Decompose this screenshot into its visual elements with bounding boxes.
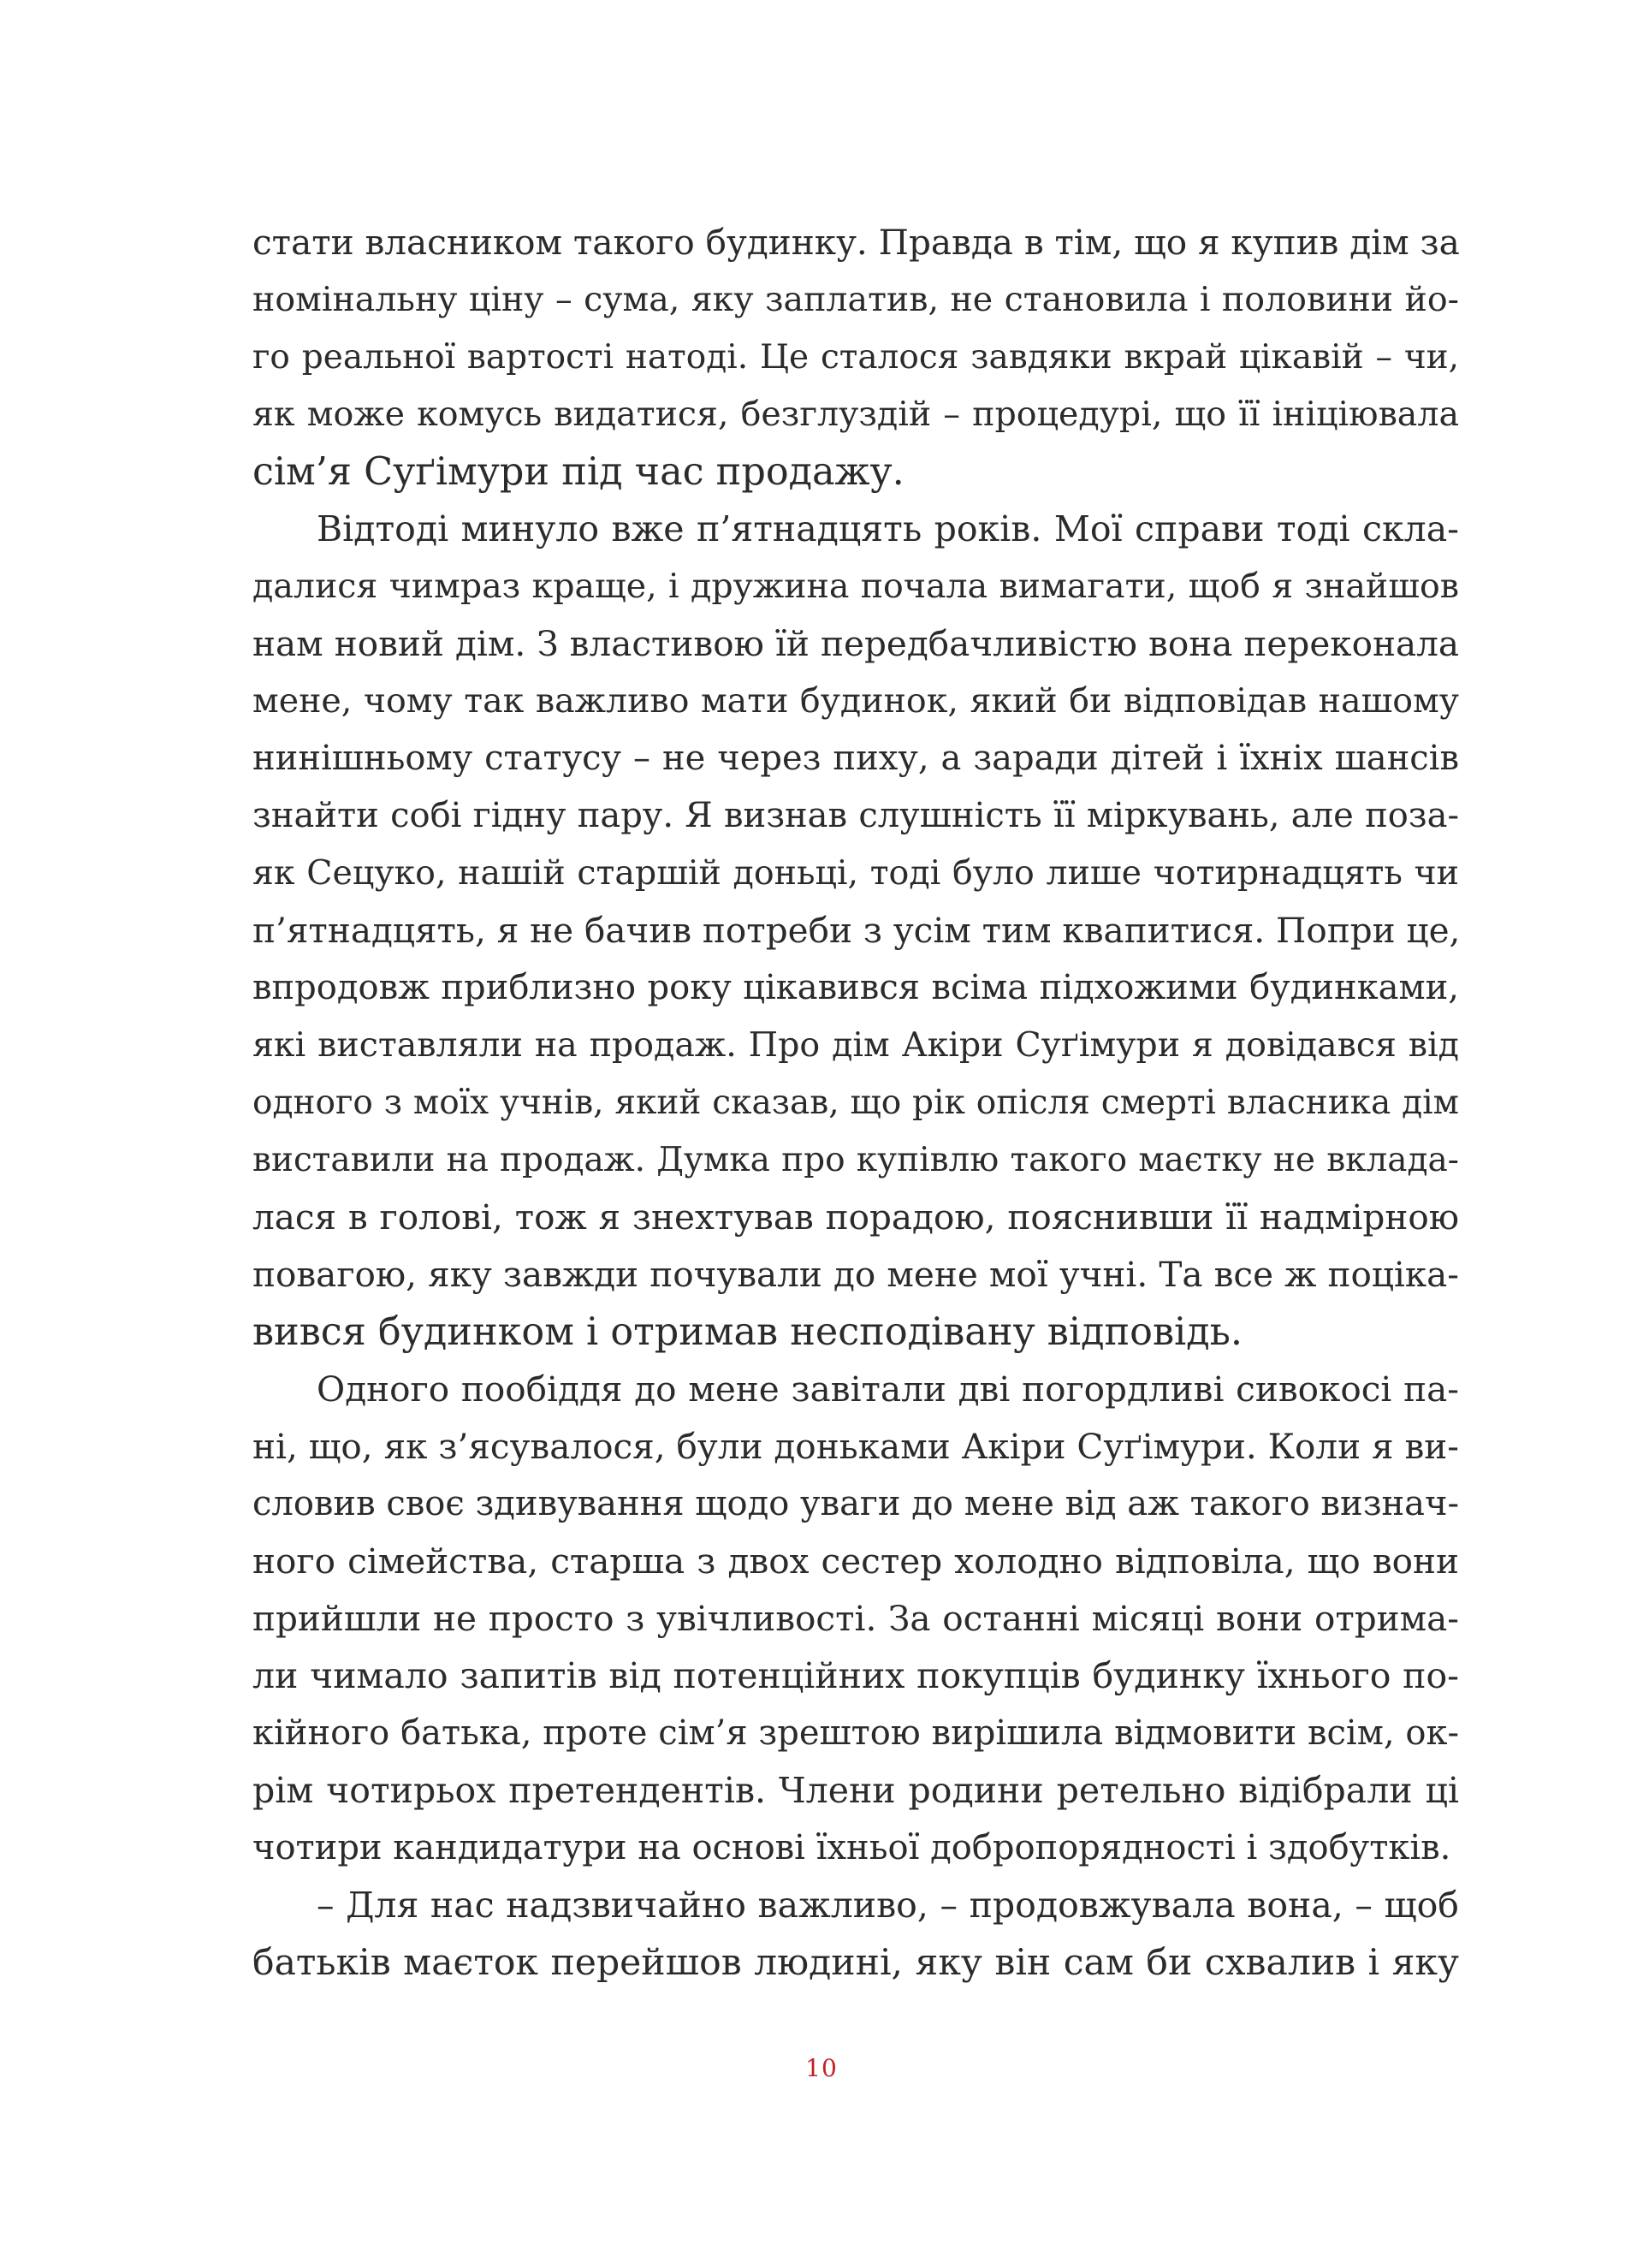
- page-number: 10: [805, 2054, 838, 2082]
- text-line: які виставляли на продаж. Про дім Акіри Суґімури я довідався від: [252, 1025, 1459, 1065]
- text-line: як Сецуко, нашій старшій доньці, тоді було лише чотирнадцять чи: [252, 853, 1459, 893]
- text-line: Одного пообіддя до мене завітали дві погордливі сивокосі па-: [317, 1369, 1459, 1410]
- text-line: сім’я Суґімури під час продажу.: [252, 450, 905, 494]
- text-line: кійного батька, проте сім’я зрештою вирішила відмовити всім, ок-: [252, 1713, 1459, 1753]
- text-line: – Для нас надзвичайно важливо, – продовжувала вона, – щоб: [317, 1885, 1459, 1926]
- text-line: рім чотирьох претендентів. Члени родини ретельно відібрали ці: [252, 1770, 1459, 1811]
- text-line: стати власником такого будинку. Правда в тім, що я купив дім за: [252, 222, 1460, 263]
- text-line: Відтоді минуло вже п’ятнадцять років. Мої справи тоді скла-: [317, 508, 1459, 549]
- text-line: ли чимало запитів від потенційних покупців будинку їхнього по-: [252, 1655, 1459, 1696]
- text-line: знайти собі гідну пару. Я визнав слушність її міркувань, але поза-: [252, 796, 1459, 835]
- text-line: ного сімейства, старша з двох сестер холодно відповіла, що вони: [252, 1541, 1459, 1582]
- text-line: словив своє здивування щодо уваги до мене від аж такого визнач-: [252, 1484, 1459, 1523]
- text-line: нам новий дім. З властивою їй передбачливістю вона переконала: [252, 623, 1459, 664]
- text-line: лася в голові, тож я знехтував порадою, пояснивши її надмірною: [252, 1196, 1459, 1238]
- text-line: одного з моїх учнів, який сказав, що рік опісля смерті власника дім: [252, 1084, 1459, 1122]
- body-text: [252, 214, 1459, 1992]
- paragraph: [252, 1877, 1459, 1992]
- text-line: виставили на продаж. Думка про купівлю такого маєтку не вклада-: [252, 1141, 1459, 1179]
- text-line: вився будинком і отримав несподівану відповідь.: [252, 1310, 1243, 1354]
- paragraph: [252, 501, 1459, 1361]
- text-line: ні, що, як з’ясувалося, були доньками Акіри Суґімури. Коли я ви-: [252, 1426, 1459, 1467]
- text-line: п’ятнадцять, я не бачив потреби з усім тим квапитися. Попри це,: [252, 910, 1461, 951]
- text-line: як може комусь видатися, безглуздій – процедурі, що її ініціювала: [252, 395, 1459, 434]
- text-line: чотири кандидатури на основі їхньої добропорядності і здобутків.: [252, 1828, 1451, 1867]
- text-line: батьків маєток перейшов людині, яку він сам би схвалив і яку: [252, 1942, 1459, 1984]
- paragraph: [252, 1361, 1459, 1877]
- text-line: мене, чому так важливо мати будинок, який би відповідав нашому: [252, 681, 1459, 721]
- text-line: далися чимраз краще, і дружина почала вимагати, щоб я знайшов: [252, 567, 1459, 606]
- text-line: прийшли не просто з увічливості. За останні місяці вони отрима-: [252, 1598, 1459, 1639]
- text-line: повагою, яку завжди почували до мене мої учні. Та все ж поціка-: [252, 1254, 1459, 1295]
- text-line: номінальну ціну – сума, яку заплатив, не становила і половини йо-: [252, 280, 1459, 319]
- text-line: впродовж приблизно року цікавився всіма підхожими будинками,: [252, 968, 1459, 1007]
- paragraph: [252, 214, 1459, 501]
- text-line: го реальної вартості натоді. Це сталося завдяки вкрай цікавій – чи,: [252, 338, 1459, 377]
- text-line: нинішньому статусу – не через пиху, а заради дітей і їхніх шансів: [252, 739, 1459, 778]
